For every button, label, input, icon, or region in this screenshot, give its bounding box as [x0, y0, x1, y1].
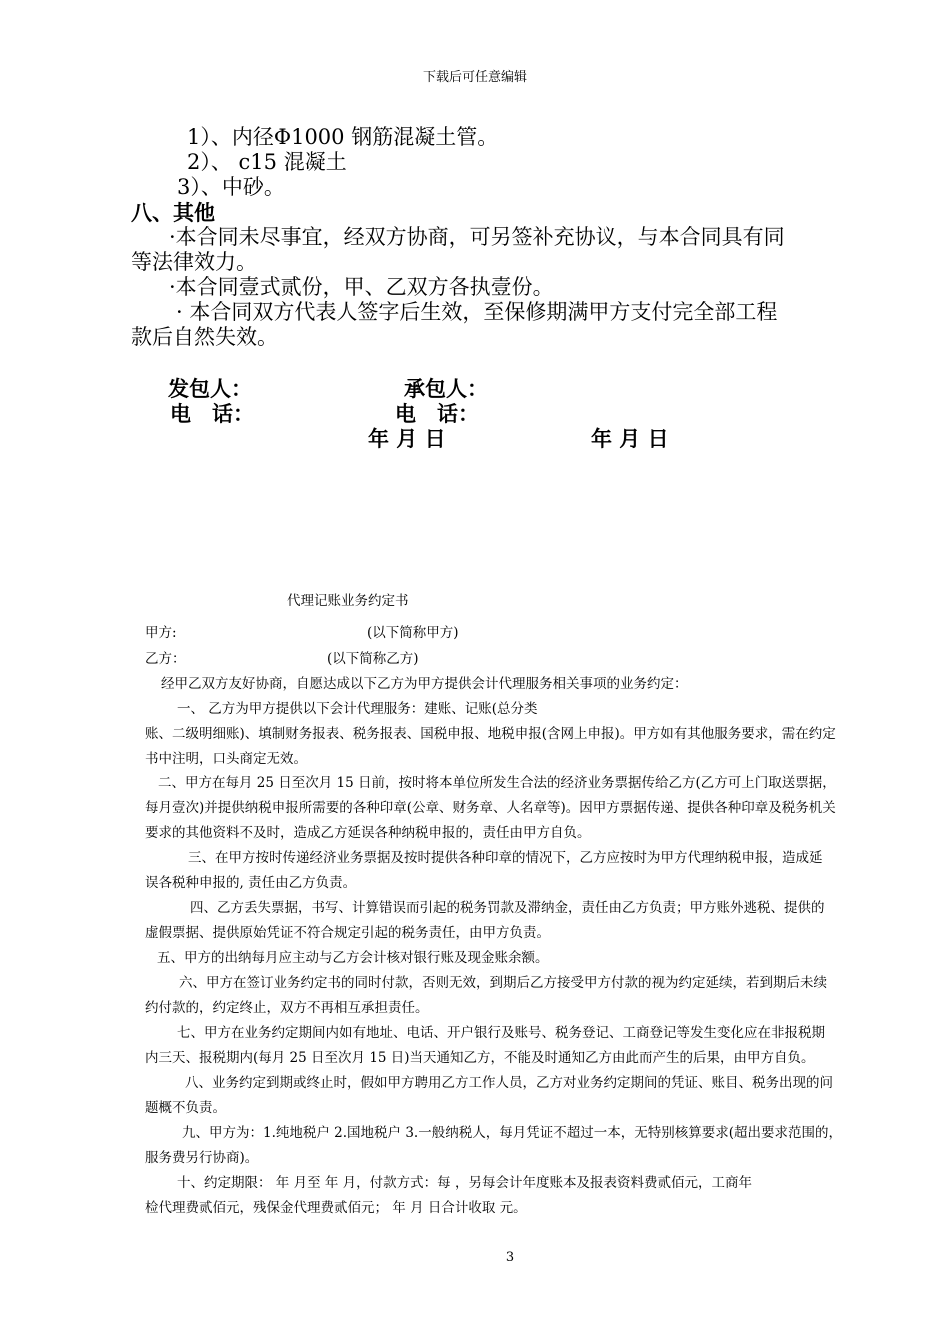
agreement-line: 要求的其他资料不及时，造成乙方延误各种纳税申报的，责任由甲方自负。 [145, 825, 591, 841]
agreement-line: 书中注明，口头商定无效。 [145, 751, 307, 767]
contractor-phone-label: 电 话： [395, 402, 479, 426]
employer-date: 年 月 日 [368, 427, 446, 451]
agreement-line: 八、业务约定到期或终止时，假如甲方聘用乙方工作人员，乙方对业务约定期间的凭证、账目、税务出现的问 [185, 1075, 833, 1091]
agreement-line: 二、甲方在每月 25 日至次月 15 日前，按时将本单位所发生合法的经济业务票据传给乙方(乙方可上门取送票据， [158, 775, 836, 791]
party-a-label: 甲方: [145, 625, 177, 641]
section-heading-other: 八、其他 [131, 200, 215, 225]
clause-supplement-line2: 等法律效力。 [131, 250, 257, 274]
contractor-date: 年 月 日 [591, 427, 669, 451]
employer-label: 发包人： [168, 377, 252, 401]
page-header: 下载后可任意编辑 [422, 70, 527, 85]
clause-copies: ·本合同壹式贰份，甲、乙双方各执壹份。 [169, 275, 554, 299]
agreement-line: 五、甲方的出纳每月应主动与乙方会计核对银行账及现金账余额。 [157, 950, 549, 966]
agreement-line: 七、甲方在业务约定期间内如有地址、电话、开户银行及账号、税务登记、工商登记等发生变化应在非报税期 [177, 1025, 825, 1041]
agreement-line: 九、甲方为：1.纯地税户 2.国地税户 3.一般纳税人，每月凭证不超过一本，无特别核算要求(超出要求范围的， [182, 1125, 842, 1141]
material-item-1: 1）、内径Φ1000 钢筋混凝土管。 [187, 125, 499, 149]
material-item-2: 2）、 c15 混凝土 [187, 150, 347, 174]
clause-effective-line1: · 本合同双方代表人签字后生效，至保修期满甲方支付完全部工程 [176, 300, 778, 324]
agreement-title: 代理记账业务约定书 [287, 593, 409, 609]
agreement-line: 十、约定期限： 年 月至 年 月，付款方式：每 ，另每会计年度账本及报表资料费贰佰元，工商年 [177, 1175, 752, 1191]
agreement-line: 三、在甲方按时传递经济业务票据及按时提供各种印章的情况下，乙方应按时为甲方代理纳税申报，造成延 [188, 850, 823, 866]
agreement-line: 每月壹次)并提供纳税申报所需要的各种印章(公章、财务章、人名章等)。因甲方票据传递、提供各种印章及税务机关 [145, 800, 836, 816]
material-item-3: 3）、中砂。 [177, 175, 285, 199]
page-number: 3 [505, 1250, 515, 1265]
agreement-line: 内三天、报税期内(每月 25 日至次月 15 日)当天通知乙方，不能及时通知乙方由此而产生的后果，由甲方自负。 [145, 1050, 815, 1066]
agreement-line: 误各税种申报的, 责任由乙方负责。 [145, 875, 357, 891]
agreement-line: 账、二级明细账)、填制财务报表、税务报表、国税申报、地税申报(含网上申报)。甲方如有其他服务要求，需在约定 [145, 726, 836, 742]
agreement-line: 虚假票据、提供原始凭证不符合规定引起的税务责任，由甲方负责。 [145, 925, 550, 941]
agreement-line: 一、 乙方为甲方提供以下会计代理服务：建账、记账(总分类 [177, 701, 538, 717]
party-b-label: 乙方： [145, 651, 186, 667]
agreement-line: 题概不负责。 [145, 1100, 226, 1116]
agreement-line: 四、乙方丢失票据，书写、计算错误而引起的税务罚款及滞纳金，责任由乙方负责；甲方账外逃税、提供的 [190, 900, 825, 916]
contractor-label: 承包人： [404, 377, 488, 401]
agreement-line: 检代理费贰佰元，残保金代理费贰佰元； 年 月 日合计收取 元。 [145, 1200, 527, 1216]
party-a-note: (以下简称甲方) [367, 625, 459, 641]
agreement-line: 六、甲方在签订业务约定书的同时付款，否则无效，到期后乙方接受甲方付款的视为约定延续，若到期后未续 [179, 975, 827, 991]
agreement-line: 服务费另行协商)。 [145, 1150, 259, 1166]
agreement-intro: 经甲乙双方友好协商，自愿达成以下乙方为甲方提供会计代理服务相关事项的业务约定： [161, 676, 688, 692]
party-b-note: (以下简称乙方) [327, 651, 419, 667]
clause-supplement-line1: ·本合同未尽事宜，经双方协商，可另签补充协议，与本合同具有同 [169, 225, 785, 249]
employer-phone-label: 电 话： [170, 402, 254, 426]
agreement-line: 约付款的，约定终止，双方不再相互承担责任。 [145, 1000, 429, 1016]
clause-effective-line2: 款后自然失效。 [131, 325, 278, 349]
